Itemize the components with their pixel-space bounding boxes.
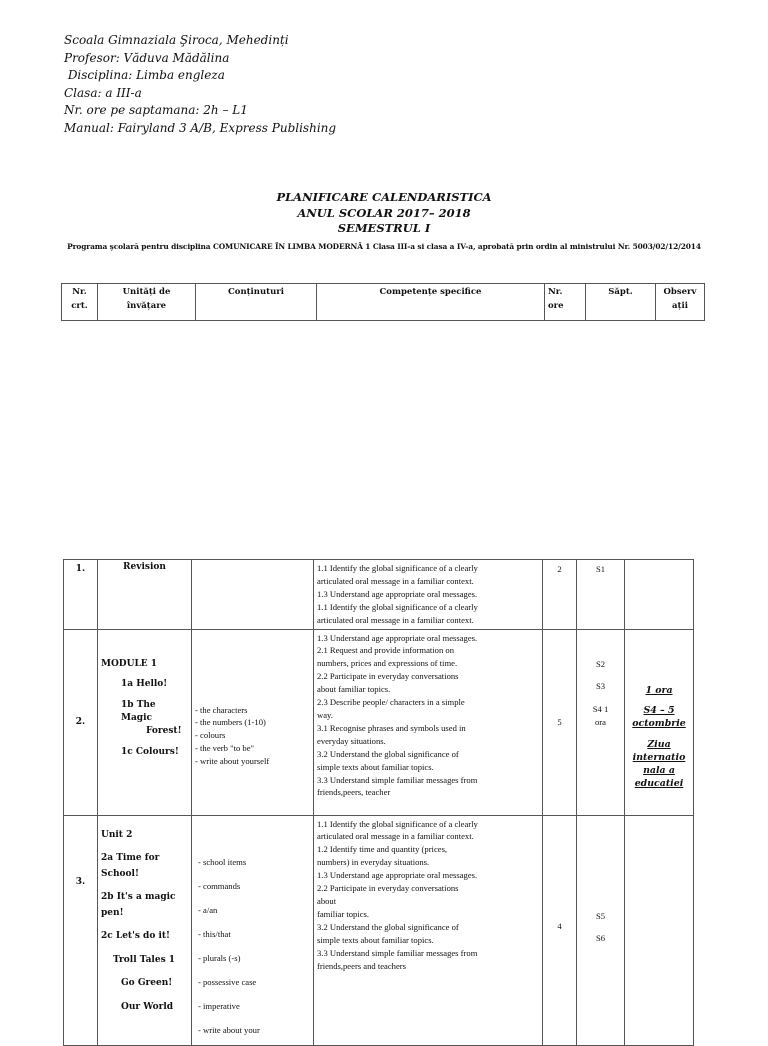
col-competences: Competențe specifice bbox=[317, 284, 545, 321]
competences-cell: 1.1 Identify the global significance of a clearly articulated oral message in a familiar context. 1.2 Identify time and quantity (prices, numbers) in everyday situations. 1.3 Understand age appropriate oral messages. 2.2 Participate in everyday conversations about familiar topics. 3.2 Understand the global significance of simple texts about familiar topics. 3.3 Understand simple familiar messages from friends,peers and teachers bbox=[314, 815, 543, 1045]
teacher-name: Profesor: Văduva Mădălina bbox=[64, 50, 230, 65]
col-content: Conținuturi bbox=[196, 284, 317, 321]
table-row bbox=[64, 560, 694, 630]
week-cell: S5 S6 bbox=[577, 815, 625, 1045]
learning-unit: MODULE 1 1a Hello! 1b The Magic Forest! 1c Colours! bbox=[98, 629, 192, 815]
planning-table bbox=[63, 559, 694, 1046]
col-week: Săpt. bbox=[586, 284, 656, 321]
week-cell: S2 S3 S4 1 ora bbox=[577, 629, 625, 815]
manual: Manual: Fairyland 3 A/B, Express Publishing bbox=[64, 120, 337, 135]
class: Clasa: a III-a bbox=[64, 85, 142, 100]
content-cell: - the characters - the numbers (1-10) - colours - the verb "to be" - write about yourself bbox=[192, 629, 314, 815]
learning-unit: Unit 2 2a Time for School! 2b It's a magic pen! 2c Let's do it! Troll Tales 1 Go Green! Our World bbox=[98, 815, 192, 1045]
col-units: Unități de învățare bbox=[98, 284, 196, 321]
school-name: Scoala Gimnaziala Şiroca, Mehedinți bbox=[64, 33, 289, 47]
row-number: 3. bbox=[64, 815, 98, 1045]
subject: Disciplina: Limba engleza bbox=[64, 68, 225, 83]
observations-cell bbox=[625, 560, 694, 630]
content-cell: - school items - commands - a/an - this/that - plurals (-s) - possessive case - imperative - write about your bbox=[192, 815, 314, 1045]
title-semester: SEMESTRUL I bbox=[337, 221, 431, 235]
document-header bbox=[64, 32, 336, 138]
title-school-year: ANUL SCOLAR 2017– 2018 bbox=[297, 205, 471, 220]
table-row bbox=[64, 815, 694, 1045]
col-observations: Observ ații bbox=[656, 284, 705, 321]
week-cell: S1 bbox=[577, 560, 625, 630]
title-planning: PLANIFICARE CALENDARISTICA bbox=[276, 190, 492, 204]
content-cell bbox=[192, 560, 314, 630]
hours-per-week: Nr. ore pe saptamana: 2h – L1 bbox=[64, 103, 248, 118]
row-number: 2. bbox=[64, 629, 98, 815]
col-nr-crt: Nr. crt. bbox=[62, 284, 98, 321]
program-reference: Programa şcolară pentru disciplina COMUNICARE ÎN LIMBA MODERNĂ 1 Clasa III-a si clasa a IV-a, aprobată prin ordin al ministrului Nr. 5003/02/12/2014 bbox=[67, 242, 701, 251]
observations-cell bbox=[625, 815, 694, 1045]
hours-cell: 4 bbox=[543, 815, 577, 1045]
col-hours: Nr. ore bbox=[545, 284, 586, 321]
competences-cell: 1.3 Understand age appropriate oral messages. 2.1 Request and provide information on numbers, prices and expressions of time. 2.2 Participate in everyday conversations about familiar topics. 2.3 Describe people/ characters in a simple way. 3.1 Recognise phrases and symbols used in everyday situations. 3.2 Understand the global significance of simple texts about familiar topics. 3.3 Understand simple familiar messages from friends,peers, teacher bbox=[314, 629, 543, 815]
hours-cell: 2 bbox=[543, 560, 577, 630]
learning-unit: Revision bbox=[98, 560, 192, 630]
row-number: 1. bbox=[64, 560, 98, 630]
hours-cell: 5 bbox=[543, 629, 577, 815]
competences-cell: 1.1 Identify the global significance of a clearly articulated oral message in a familiar context. 1.3 Understand age appropriate oral messages. 1.1 Identify the global significance of a clearly articulated oral message in a familiar context. bbox=[314, 560, 543, 630]
document-titles bbox=[0, 190, 768, 237]
table-row bbox=[64, 629, 694, 815]
header-table bbox=[61, 283, 705, 321]
observations-cell: 1 ora S4 – 5 octombrie Ziua internatio nala a educatiei bbox=[625, 629, 694, 815]
